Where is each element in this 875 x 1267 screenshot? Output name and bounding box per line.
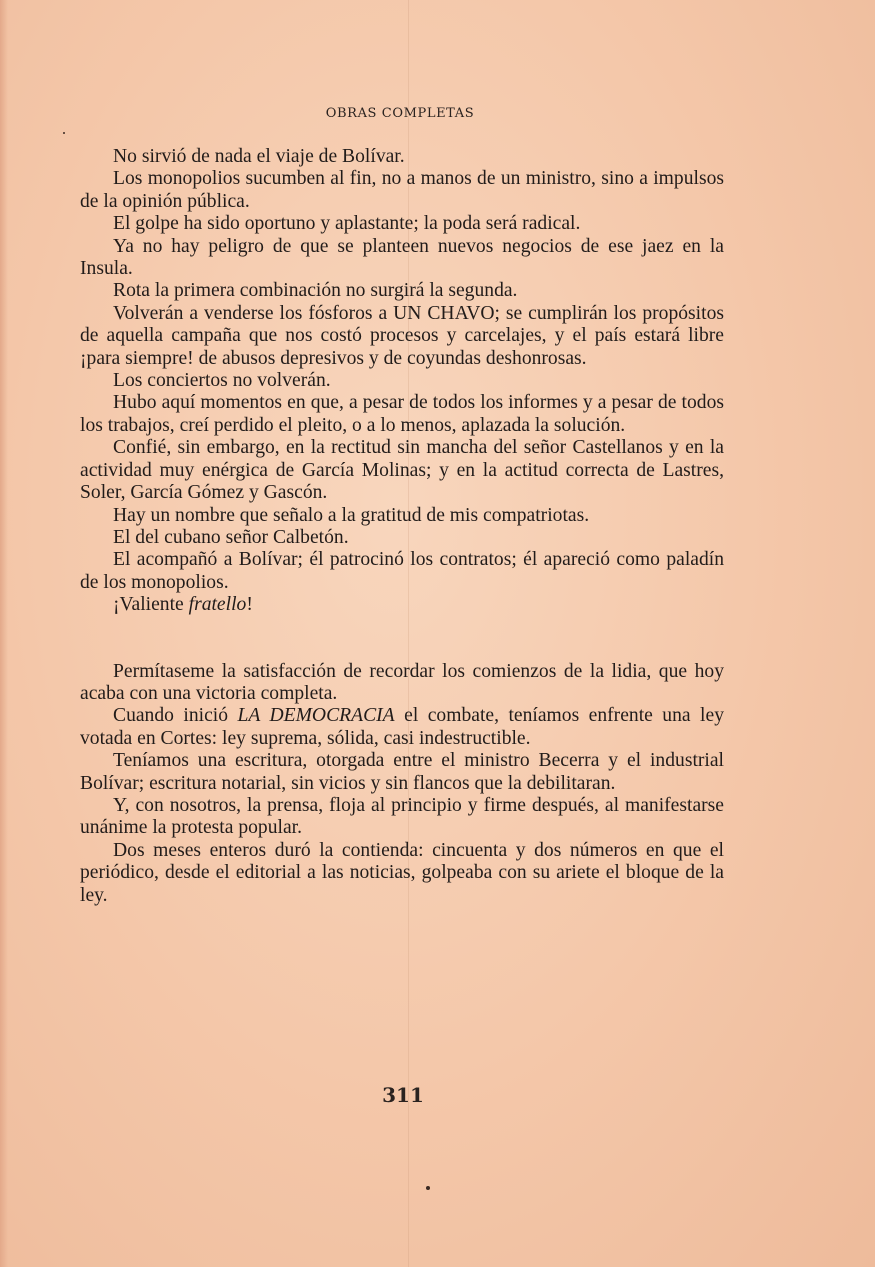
paragraph: Permítaseme la satisfacción de recordar los comienzos de la lidia, que hoy acaba con una victoria completa. [80, 660, 724, 704]
page-edge-shadow [0, 0, 8, 1267]
paragraph-exclamation [80, 594, 724, 616]
paragraph: Volverán a venderse los fósforos a UN CHAVO; se cumplirán los propósitos de aquella campaña que nos costó procesos y carcelajes, y el país estará libre ¡para siempre! de abusos depresivos y de coyundas deshonrosas. [80, 302, 724, 369]
text-run: el combate, teníamos enfrente una ley votada en Cortes: ley suprema, sólida, casi indestructible. [80, 705, 724, 749]
section-break [80, 617, 724, 661]
ink-speck [426, 1186, 430, 1190]
paragraph: Hay un nombre que señalo a la gratitud de mis compatriotas. [113, 504, 590, 526]
paragraph: Ya no hay peligro de que se planteen nuevos negocios de ese jaez en la Insula. [80, 235, 724, 280]
paragraph [80, 705, 724, 750]
ink-speck [63, 132, 65, 134]
paragraph: Confié, sin embargo, en la rectitud sin mancha del señor Castellanos y en la actividad muy enérgica de García Molinas; y en la actitud correcta de Lastres, Soler, García Gómez y Gascón. [80, 437, 724, 504]
paragraph: Y, con nosotros, la prensa, floja al principio y firme después, al manifestarse unánime la protesta popular. [80, 794, 724, 839]
text-run: ¡Valiente [113, 594, 189, 616]
paragraph: Teníamos una escritura, otorgada entre el ministro Becerra y el industrial Bolívar; escritura notarial, sin vicios y sin flancos que la debilitaran. [80, 750, 724, 794]
paragraph: El acompañó a Bolívar; él patrocinó los contratos; él apareció como paladín de los monopolios. [80, 549, 724, 593]
italic-run: LA DEMOCRACIA [237, 705, 395, 727]
paragraph: Rota la primera combinación no surgirá la segunda. [113, 280, 518, 302]
paragraph: El del cubano señor Calbetón. [113, 526, 349, 548]
paragraph: El golpe ha sido oportuno y aplastante; la poda será radical. [113, 213, 581, 235]
page-number: 311 [382, 1083, 424, 1107]
paragraph: No sirvió de nada el viaje de Bolívar. [113, 146, 405, 167]
paragraph: Dos meses enteros duró la contienda: cincuenta y dos números en que el periódico, desde el editorial a las noticias, golpeaba con su ariete el bloque de la ley. [80, 839, 724, 906]
paragraph: Hubo aquí momentos en que, a pesar de todos los informes y a pesar de todos los trabajos, creí perdido el pleito, o a lo menos, aplazada la solución. [80, 392, 724, 436]
paragraph: Los monopolios sucumben al fin, no a manos de un ministro, sino a impulsos de la opinión pública. [80, 168, 724, 212]
text-run: ! [246, 594, 253, 616]
running-header: OBRAS COMPLETAS [325, 106, 475, 121]
italic-run: fratello [188, 594, 247, 616]
text-run: Cuando inició [113, 705, 238, 727]
body-text [80, 146, 724, 907]
paragraph: Los conciertos no volverán. [113, 370, 331, 392]
